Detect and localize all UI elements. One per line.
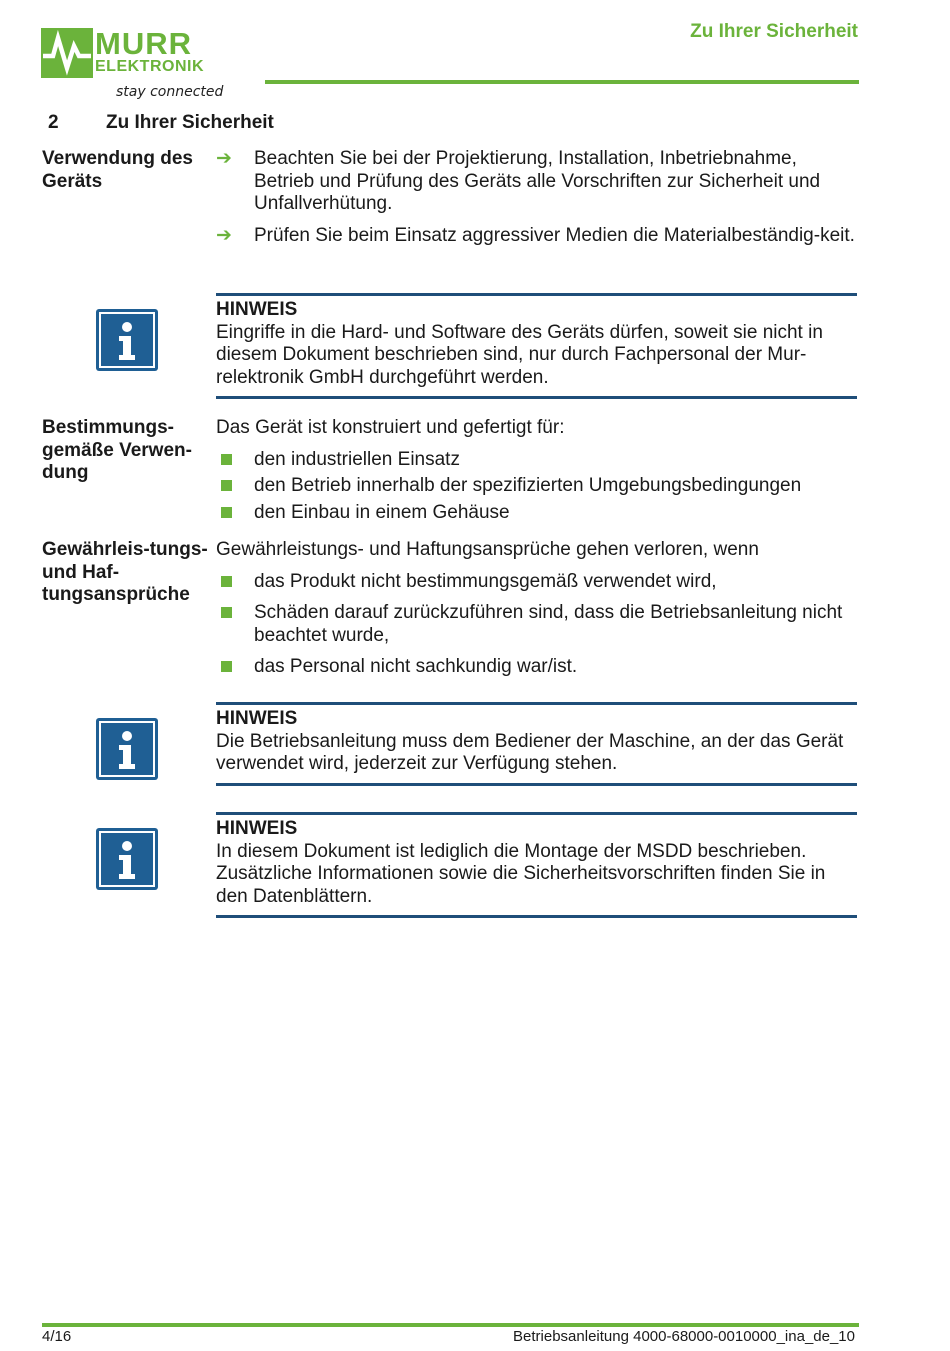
notice-box — [216, 293, 857, 399]
page-number: 4/16 — [42, 1328, 72, 1345]
gewaehr-block — [216, 539, 858, 679]
info-icon — [96, 718, 158, 780]
notice-text: Die Betriebsanleitung muss dem Bediener der Maschine, an der das Gerät verwendet wird, jederzeit zur Verfügung stehen. — [216, 730, 844, 774]
document-id: Betriebsanleitung 4000-68000-0010000_ina_de_10 — [513, 1328, 855, 1345]
header-rule — [265, 80, 859, 84]
notice-heading: HINWEIS — [216, 299, 298, 320]
label-gewaehrleistung: Gewährleis-tungs- und Haf-tungsansprüche — [42, 539, 208, 605]
logo-tagline: stay connected — [116, 84, 224, 100]
bullet-square-icon — [221, 576, 232, 587]
notice-box — [216, 702, 857, 786]
list-item: Schäden darauf zurückzuführen sind, dass die Betriebsanleitung nicht beachtet wurde, — [216, 602, 858, 647]
list-item: ➔ Beachten Sie bei der Projektierung, Installation, Inbetriebnahme, Betrieb und Prüfung des Geräts alle Vorschriften zur Sicherheit und Unfallverhütung. — [216, 148, 821, 214]
arrow-right-icon: ➔ — [216, 224, 232, 246]
section-title: Zu Ihrer Sicherheit — [106, 112, 274, 133]
bullet-square-icon — [221, 607, 232, 618]
header-title: Zu Ihrer Sicherheit — [690, 21, 858, 42]
logo-sub: ELEKTRONIK — [95, 58, 204, 75]
info-icon — [96, 309, 158, 371]
bestimmung-block — [216, 417, 858, 524]
info-icon — [96, 828, 158, 890]
footer-rule — [42, 1323, 859, 1327]
notice-box — [216, 812, 857, 918]
list-item: den Betrieb innerhalb der spezifizierten Umgebungsbedingungen — [216, 475, 858, 498]
bullet-square-icon — [221, 507, 232, 518]
notice-heading: HINWEIS — [216, 708, 298, 729]
section-number: 2 — [48, 112, 59, 133]
notice-heading: HINWEIS — [216, 818, 298, 839]
list-item: das Produkt nicht bestimmungsgemäß verwendet wird, — [216, 571, 858, 594]
murr-logo — [41, 26, 224, 106]
list-item: den industriellen Einsatz — [216, 449, 858, 472]
arrow-right-icon: ➔ — [216, 148, 232, 169]
bestimmung-intro: Das Gerät ist konstruiert und gefertigt für: — [216, 417, 565, 438]
verwendung-list — [216, 148, 858, 247]
bullet-square-icon — [221, 661, 232, 672]
murr-logo-mark-icon — [41, 28, 93, 78]
list-item: ➔ Prüfen Sie beim Einsatz aggressiver Medien die Materialbeständig-keit. — [216, 224, 855, 246]
label-verwendung: Verwendung des Geräts — [42, 148, 193, 192]
label-bestimmung: Bestimmungs-gemäße Verwen-dung — [42, 417, 192, 483]
gewaehr-intro: Gewährleistungs- und Haftungsansprüche gehen verloren, wenn — [216, 539, 759, 560]
notice-text: Eingriffe in die Hard- und Software des Geräts dürfen, soweit sie nicht in diesem Dokument beschrieben sind, nur durch Fachpersonal der Mur-relektronik GmbH durchgeführt werden. — [216, 321, 823, 388]
bullet-square-icon — [221, 480, 232, 491]
notice-text: In diesem Dokument ist lediglich die Montage der MSDD beschrieben. Zusätzliche Informationen sowie die Sicherheitsvorschriften finden Sie in den Datenblättern. — [216, 840, 826, 907]
list-item: das Personal nicht sachkundig war/ist. — [216, 656, 858, 679]
list-item: den Einbau in einem Gehäuse — [216, 502, 858, 525]
bullet-square-icon — [221, 454, 232, 465]
logo-name: MURR — [95, 26, 192, 61]
